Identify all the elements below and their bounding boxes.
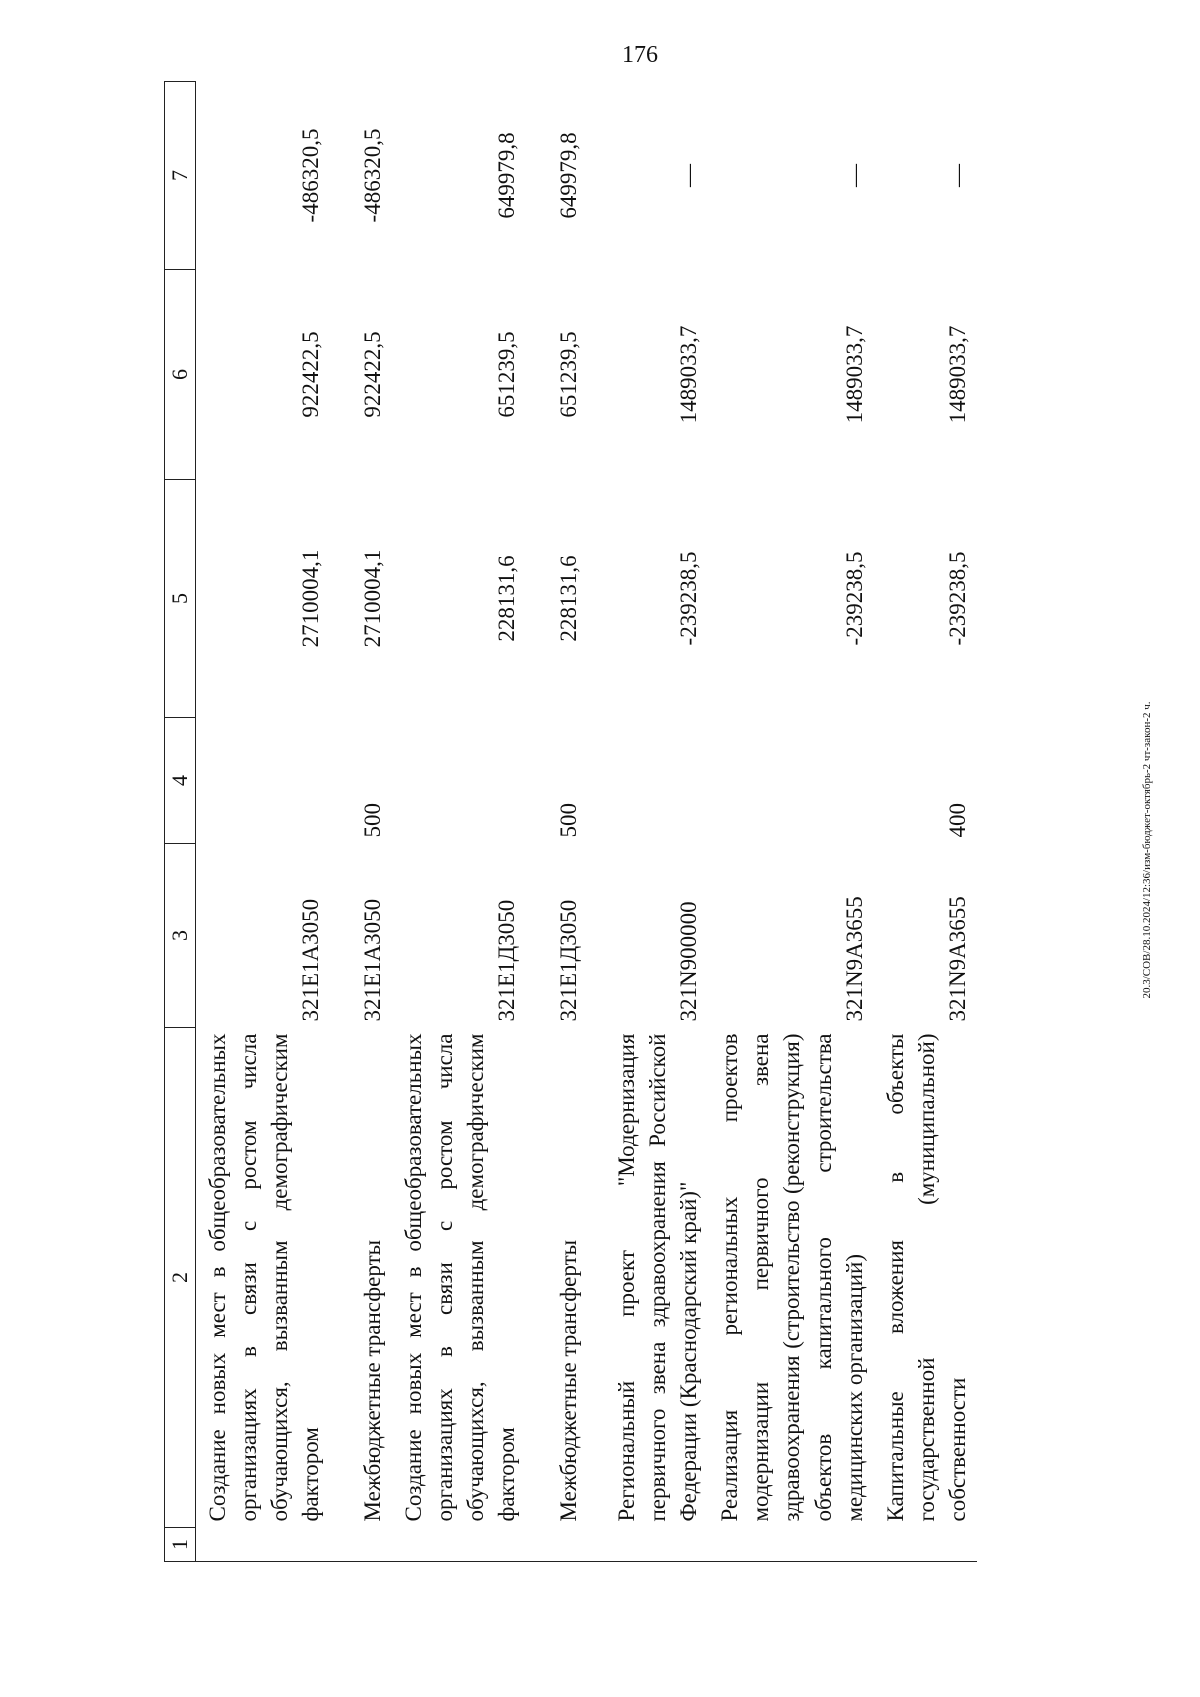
- table-row: [588, 82, 708, 1562]
- table-row: [392, 82, 526, 1562]
- cell-col6: 922422,5: [298, 331, 324, 418]
- cell-col6: 1489033,7: [944, 325, 970, 424]
- cell-code: 321E1А3050: [360, 898, 386, 1022]
- cell-type: [392, 718, 526, 844]
- cell-col7: —: [944, 164, 970, 187]
- column-header-1: 1: [165, 1528, 196, 1562]
- column-header-6: 6: [165, 270, 196, 480]
- cell-col6: 651239,5: [556, 331, 582, 418]
- cell-col7: -486320,5: [360, 128, 386, 223]
- cell-col5: 228131,6: [556, 555, 582, 642]
- cell-col6: 1489033,7: [676, 325, 702, 424]
- cell-col1: [526, 1528, 588, 1562]
- cell-col1: [392, 1528, 526, 1562]
- table-row: [708, 82, 873, 1562]
- cell-col7: 649979,8: [556, 132, 582, 219]
- column-header-4: 4: [165, 718, 196, 844]
- column-header-7: 7: [165, 82, 196, 270]
- cell-col7: —: [676, 164, 702, 187]
- column-header-5: 5: [165, 480, 196, 718]
- cell-col1: [708, 1528, 873, 1562]
- cell-name: Капитальные вложения в объекты государственной (муниципальной) собственности: [882, 1033, 970, 1522]
- cell-col5: -239238,5: [944, 551, 970, 646]
- cell-col1: [874, 1528, 977, 1562]
- page-number: 176: [622, 42, 658, 68]
- cell-col1: [330, 1528, 392, 1562]
- cell-col7: —: [841, 164, 867, 187]
- column-header-3: 3: [165, 844, 196, 1028]
- table-row: [874, 82, 977, 1562]
- cell-code: 321N9А3655: [841, 896, 867, 1022]
- cell-type: [588, 718, 708, 844]
- cell-code: 321E1Д3050: [494, 899, 520, 1022]
- cell-col1: [588, 1528, 708, 1562]
- cell-col1: [196, 1528, 331, 1562]
- cell-name: Создание новых мест в общеобразовательных организациях в связи с ростом числа обучающихся, вызванным демографическим фактором: [401, 1033, 520, 1522]
- table-row: [196, 82, 331, 1562]
- cell-col5: 2710004,1: [360, 549, 386, 648]
- column-header-2: 2: [165, 1028, 196, 1528]
- cell-type: 500: [556, 803, 582, 838]
- cell-name: Создание новых мест в общеобразовательных организациях в связи с ростом числа обучающихся, вызванным демографическим фактором: [205, 1033, 324, 1522]
- cell-col6: 651239,5: [494, 331, 520, 418]
- document-stamp: [1142, 640, 1152, 1060]
- cell-col5: 228131,6: [494, 555, 520, 642]
- cell-col5: -239238,5: [841, 551, 867, 646]
- cell-col7: -486320,5: [298, 128, 324, 223]
- cell-name: Межбюджетные трансферты: [556, 1239, 582, 1522]
- budget-table-container: [164, 82, 970, 1562]
- cell-type: 500: [360, 803, 386, 838]
- table-header-row: [165, 82, 196, 1562]
- cell-col6: 1489033,7: [841, 325, 867, 424]
- cell-type: [708, 718, 873, 844]
- cell-col5: -239238,5: [676, 551, 702, 646]
- cell-type: [196, 718, 331, 844]
- cell-code: 321E1А3050: [298, 898, 324, 1022]
- cell-type: 400: [944, 803, 970, 838]
- budget-table: [164, 81, 977, 1562]
- cell-name: Реализация региональных проектов модернизации первичного звена здравоохранения (строительство (реконструкция) объектов капитального строительства медицинских организаций): [717, 1033, 867, 1522]
- cell-code: 321E1Д3050: [556, 899, 582, 1022]
- cell-name: Региональный проект "Модернизация первичного звена здравоохранения Российской Федерации (Краснодарский край)": [614, 1033, 702, 1522]
- cell-col7: 649979,8: [494, 132, 520, 219]
- table-row: [330, 82, 392, 1562]
- cell-code: 321N900000: [676, 901, 702, 1022]
- table-row: [526, 82, 588, 1562]
- cell-code: 321N9А3655: [944, 896, 970, 1022]
- cell-col5: 2710004,1: [298, 549, 324, 648]
- cell-name: Межбюджетные трансферты: [360, 1239, 386, 1522]
- cell-col6: 922422,5: [360, 331, 386, 418]
- document-stamp-text: 20.3/СОВ/28.10.2024/12:36/изм-бюджет-октябрь-2 чт-закон-2 ч.: [1141, 701, 1153, 999]
